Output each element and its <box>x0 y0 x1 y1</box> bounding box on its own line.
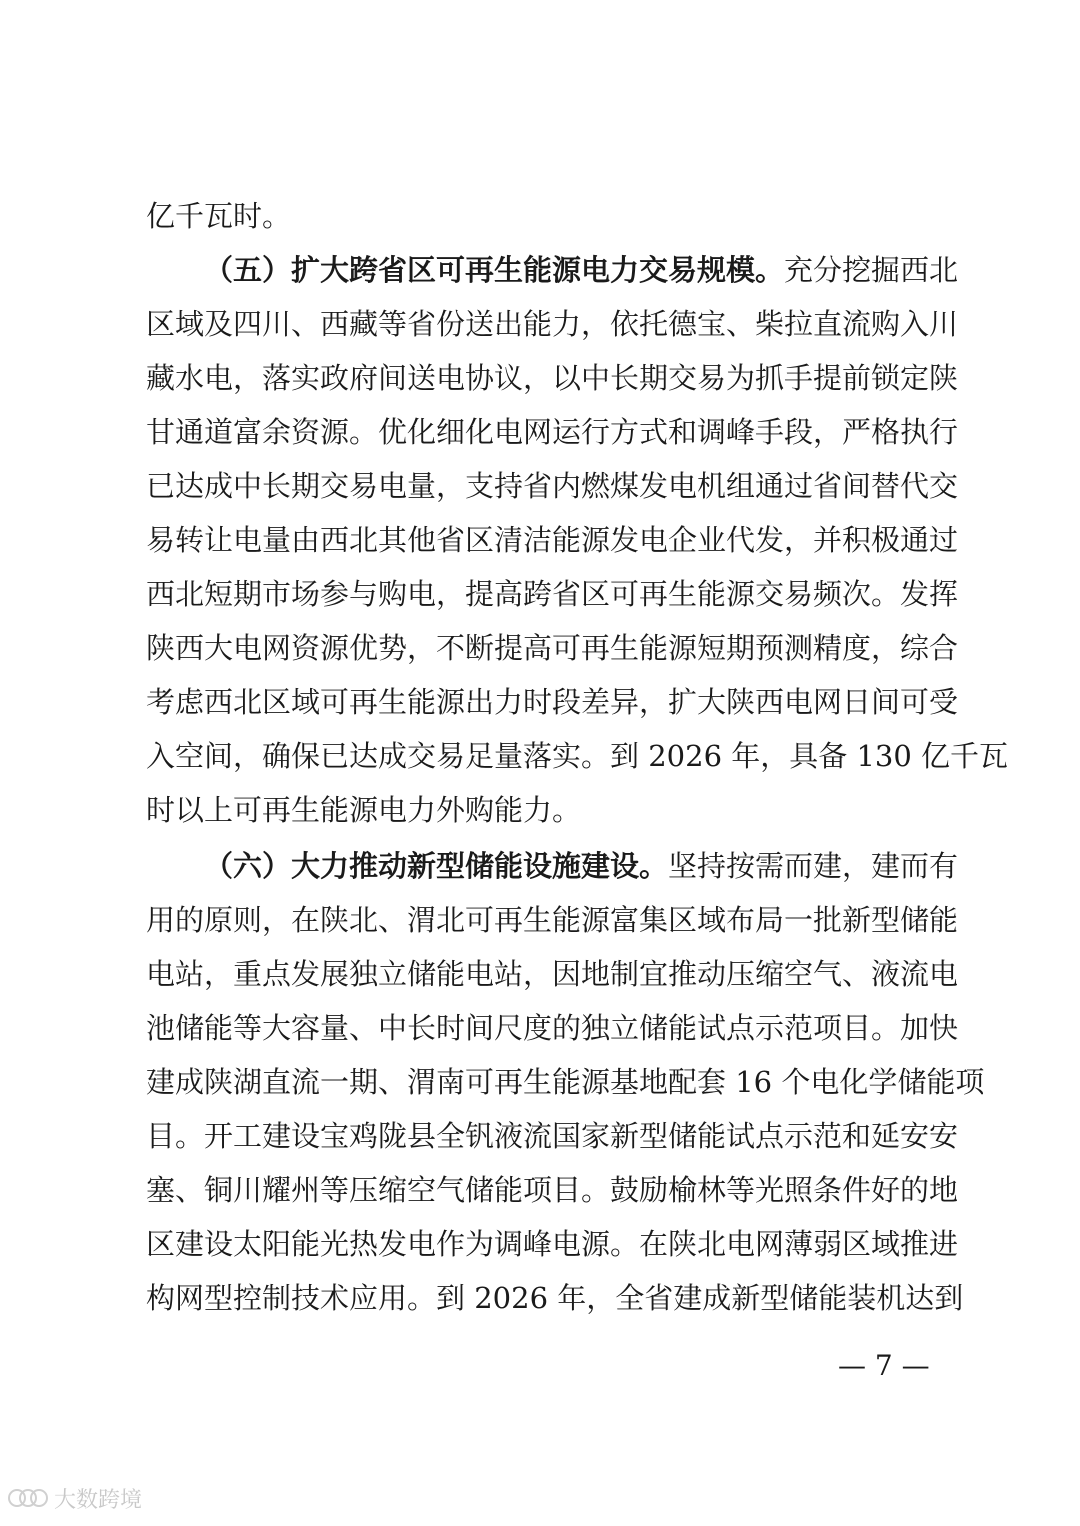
section-6-heading-line: （六）大力推动新型储能设施建设。坚持按需而建，建而有 <box>204 849 959 883</box>
body-line-3: 区域及四川、西藏等省份送出能力，依托德宝、柴拉直流购入川 <box>146 307 959 341</box>
body-line-21: 构网型控制技术应用。到 2026 年，全省建成新型储能装机达到 <box>146 1281 964 1315</box>
body-line-10: 考虑西北区域可再生能源出力时段差异，扩大陕西电网日间可受 <box>146 685 959 719</box>
body-line-17: 建成陕湖直流一期、渭南可再生能源基地配套 16 个电化学储能项 <box>146 1065 985 1099</box>
body-line-8: 西北短期市场参与购电，提高跨省区可再生能源交易频次。发挥 <box>146 577 959 611</box>
watermark-logo-icon <box>8 1485 48 1511</box>
section-5-heading: （五）扩大跨省区可再生能源电力交易规模。 <box>204 253 785 287</box>
body-line-18: 目。开工建设宝鸡陇县全钒液流国家新型储能试点示范和延安安 <box>146 1119 959 1153</box>
body-line-5: 甘通道富余资源。优化细化电网运行方式和调峰手段，严格执行 <box>146 415 959 449</box>
body-line-11: 入空间，确保已达成交易足量落实。到 2026 年，具备 130 亿千瓦 <box>146 739 1009 773</box>
section-6-heading: （六）大力推动新型储能设施建设。 <box>204 849 669 883</box>
body-line-9: 陕西大电网资源优势，不断提高可再生能源短期预测精度，综合 <box>146 631 959 665</box>
body-line-6: 已达成中长期交易电量，支持省内燃煤发电机组通过省间替代交 <box>146 469 959 503</box>
body-line-12: 时以上可再生能源电力外购能力。 <box>146 793 582 827</box>
body-line-1: 亿千瓦时。 <box>146 199 292 233</box>
watermark <box>8 1478 142 1518</box>
watermark-text: 大数跨境 <box>54 1487 143 1513</box>
body-line-19: 塞、铜川耀州等压缩空气储能项目。鼓励榆林等光照条件好的地 <box>146 1173 959 1207</box>
section-5-heading-line: （五）扩大跨省区可再生能源电力交易规模。充分挖掘西北 <box>204 253 959 287</box>
body-line-15: 电站，重点发展独立储能电站，因地制宜推动压缩空气、液流电 <box>146 957 959 991</box>
body-line-14: 用的原则，在陕北、渭北可再生能源富集区域布局一批新型储能 <box>146 903 959 937</box>
body-line-16: 池储能等大容量、中长时间尺度的独立储能试点示范项目。加快 <box>146 1011 959 1045</box>
body-line-4: 藏水电，落实政府间送电协议，以中长期交易为抓手提前锁定陕 <box>146 361 959 395</box>
page-number: — 7 — <box>838 1349 930 1382</box>
body-line-20: 区建设太阳能光热发电作为调峰电源。在陕北电网薄弱区域推进 <box>146 1227 959 1261</box>
body-line-7: 易转让电量由西北其他省区清洁能源发电企业代发，并积极通过 <box>146 523 959 557</box>
